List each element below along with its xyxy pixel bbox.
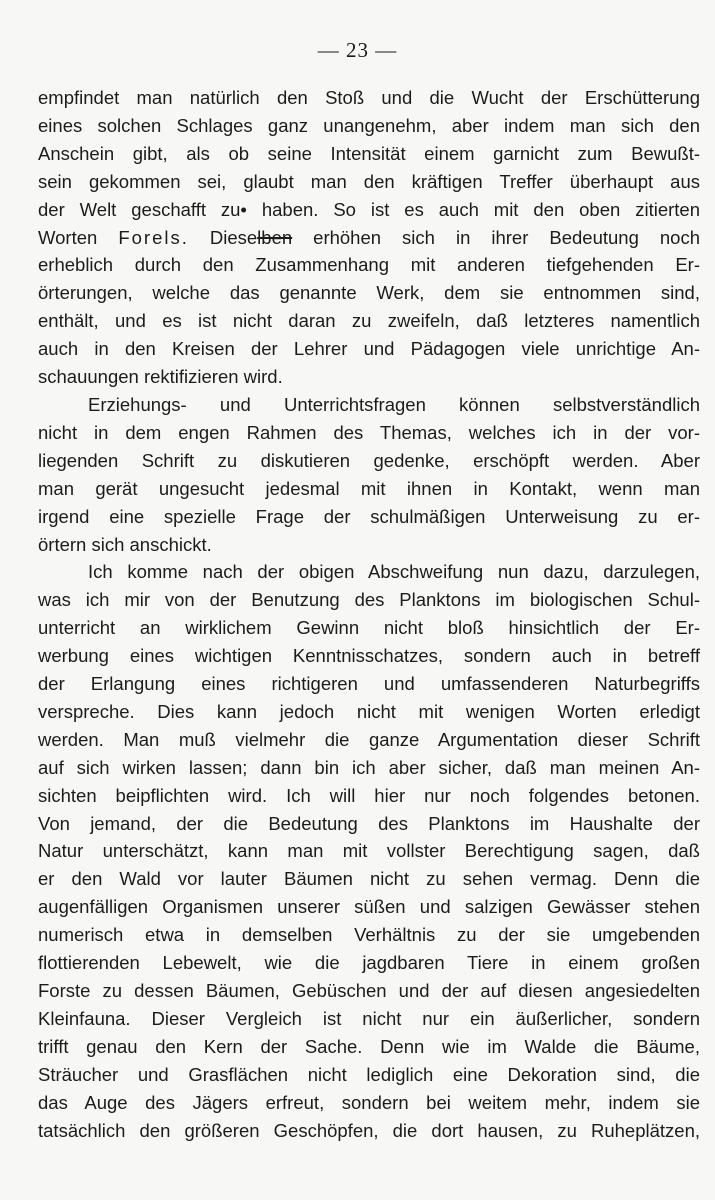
text-line: werbung eines wichtigen Kenntnisschatzes, sondern auch in betreff — [38, 645, 700, 667]
text-line: Ich komme nach der obigen Abschweifung nun dazu, darzulegen, — [88, 561, 700, 583]
text-line: eines solchen Schlages ganz unangenehm, aber indem man sich den — [38, 114, 700, 136]
text-line: Erziehungs- und Unterrichtsfragen können selbstverständlich — [88, 393, 700, 415]
spaced-author-name: Forels. — [118, 226, 189, 248]
text-line: Von jemand, der die Bedeutung des Planktons im Haushalte der — [38, 812, 700, 834]
text-line: augenfälligen Organismen unserer süßen und salzigen Gewässer stehen — [38, 896, 700, 918]
text-line: unterricht an wirklichem Gewinn nicht bloß hinsichtlich der Er- — [38, 617, 700, 639]
text-line: nicht in dem engen Rahmen des Themas, welches ich in der vor- — [38, 421, 700, 443]
text-line: sichten beipflichten wird. Ich will hier nur noch folgendes betonen. — [38, 784, 700, 806]
text-line: flottierenden Lebewelt, wie die jagdbaren Tiere in einem großen — [38, 952, 700, 974]
text-run: Worten — [38, 226, 119, 248]
text-line — [38, 224, 700, 252]
text-run: erhöhen sich in ihrer Bedeutung noch — [292, 226, 700, 248]
text-line: erheblich durch den Zusammenhang mit anderen tiefgehenden Er- — [38, 254, 700, 276]
text-run: Diese — [188, 226, 258, 248]
text-line: verspreche. Dies kann jedoch nicht mit wenigen Worten erledigt — [38, 700, 700, 722]
paragraph-2 — [38, 391, 700, 558]
text-line: auf sich wirken lassen; dann bin ich aber sicher, daß man meinen An- — [38, 756, 700, 778]
text-line: tatsächlich den größeren Geschöpfen, die dort hausen, zu Ruheplätzen, — [38, 1119, 700, 1141]
text-line: man gerät ungesucht jedesmal mit ihnen in Kontakt, wenn man — [38, 477, 700, 499]
text-line: Natur unterschätzt, kann man mit vollster Berechtigung sagen, daß — [38, 840, 700, 862]
text-line: schauungen rektifizieren wird. — [38, 366, 283, 388]
text-line: sein gekommen sei, glaubt man den kräftigen Treffer überhaupt aus — [38, 170, 700, 192]
page-number: — 23 — — [317, 38, 398, 62]
text-line: auch in den Kreisen der Lehrer und Pädagogen viele unrichtige An- — [38, 338, 700, 360]
text-line: enthält, und es ist nicht daran zu zweifeln, daß letzteres namentlich — [38, 310, 700, 332]
text-line: empfindet man natürlich den Stoß und die Wucht der Erschütterung — [38, 87, 700, 108]
text-line: er den Wald vor lauter Bäumen nicht zu sehen vermag. Denn die — [38, 868, 700, 890]
struck-through-text: lben — [257, 226, 293, 248]
text-line: der Welt geschafft zu• haben. So ist es auch mit den oben zitierten — [38, 198, 700, 220]
text-line: was ich mir von der Benutzung des Planktons im biologischen Schul- — [38, 589, 700, 611]
text-line: der Erlangung eines richtigeren und umfassenderen Naturbegriffs — [38, 673, 700, 695]
text-line: numerisch etwa in demselben Verhältnis zu der sie umgebenden — [38, 924, 700, 946]
text-line: liegenden Schrift zu diskutieren gedenke, erschöpft werden. Aber — [38, 449, 700, 471]
text-line: Forste zu dessen Bäumen, Gebüschen und der auf diesen angesiedelten — [38, 980, 700, 1001]
paragraph-1 — [38, 84, 700, 391]
paragraph-3 — [38, 558, 700, 1144]
text-line: das Auge des Jägers erfreut, sondern bei weitem mehr, indem sie — [38, 1091, 700, 1113]
body-text — [38, 84, 700, 1144]
text-line: Kleinfauna. Dieser Vergleich ist nicht nur ein äußerlicher, sondern — [38, 1007, 700, 1029]
text-line: Sträucher und Grasflächen nicht lediglich eine Dekoration sind, die — [38, 1063, 700, 1085]
text-line: örtern sich anschickt. — [38, 533, 212, 555]
text-line: Anschein gibt, als ob seine Intensität einem garnicht zum Bewußt- — [38, 142, 700, 164]
text-line: werden. Man muß vielmehr die ganze Argumentation dieser Schrift — [38, 728, 700, 750]
text-line: örterungen, welche das genannte Werk, dem sie entnommen sind, — [38, 282, 700, 304]
text-line: irgend eine spezielle Frage der schulmäßigen Unterweisung zu er- — [38, 505, 700, 527]
text-line: trifft genau den Kern der Sache. Denn wie im Walde die Bäume, — [38, 1035, 700, 1057]
